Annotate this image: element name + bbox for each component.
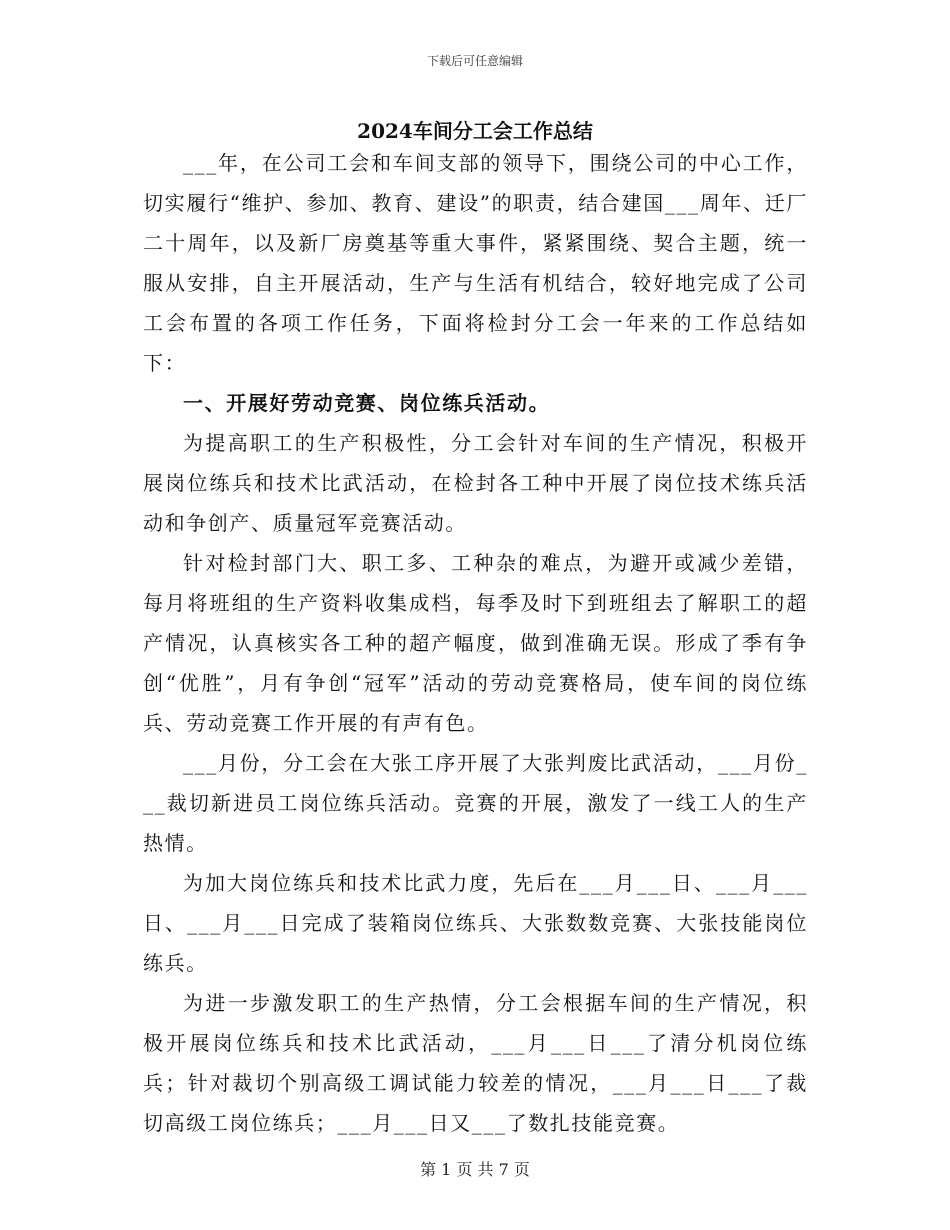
paragraph: 为加大岗位练兵和技术比武力度，先后在___月___日、___月___日、___月___日完成了装箱岗位练兵、大张数数竞赛、大张技能岗位练兵。: [143, 871, 808, 975]
document-title: 2024车间分工会工作总结: [357, 119, 593, 143]
paragraph: ___月份，分工会在大张工序开展了大张判废比武活动，___月份___裁切新进员工岗位练兵活动。竞赛的开展，激发了一线工人的生产热情。: [143, 751, 808, 855]
section-heading-1: 一、开展好劳动竞赛、岗位练兵活动。: [183, 391, 551, 415]
page-header-note: 下载后可任意编辑: [426, 54, 523, 68]
document-body: [143, 143, 808, 1143]
paragraph-intro: ___年，在公司工会和车间支部的领导下，围绕公司的中心工作，切实履行“维护、参加、教育、建设”的职责，结合建国___周年、迁厂二十周年，以及新厂房奠基等重大事件，紧紧围绕、契合主题，统一服从安排，自主开展活动，生产与生活有机结合，较好地完成了公司工会布置的各项工作任务，下面将检封分工会一年来的工作总结如下：: [143, 151, 808, 375]
paragraph: 为进一步激发职工的生产热情，分工会根据车间的生产情况，积极开展岗位练兵和技术比武活动，___月___日___了清分机岗位练兵；针对裁切个别高级工调试能力较差的情况，___月___日___了裁切高级工岗位练兵；___月___日又___了数扎技能竞赛。: [143, 991, 808, 1135]
paragraph: 针对检封部门大、职工多、工种杂的难点，为避开或减少差错，每月将班组的生产资料收集成档，每季及时下到班组去了解职工的超产情况，认真核实各工种的超产幅度，做到准确无误。形成了季有争创“优胜”，月有争创“冠军”活动的劳动竞赛格局，使车间的岗位练兵、劳动竞赛工作开展的有声有色。: [143, 551, 808, 735]
page-number: 第 1 页 共 7 页: [420, 1160, 530, 1179]
paragraph: 为提高职工的生产积极性，分工会针对车间的生产情况，积极开展岗位练兵和技术比武活动，在检封各工种中开展了岗位技术练兵活动和争创产、质量冠军竞赛活动。: [143, 431, 808, 535]
